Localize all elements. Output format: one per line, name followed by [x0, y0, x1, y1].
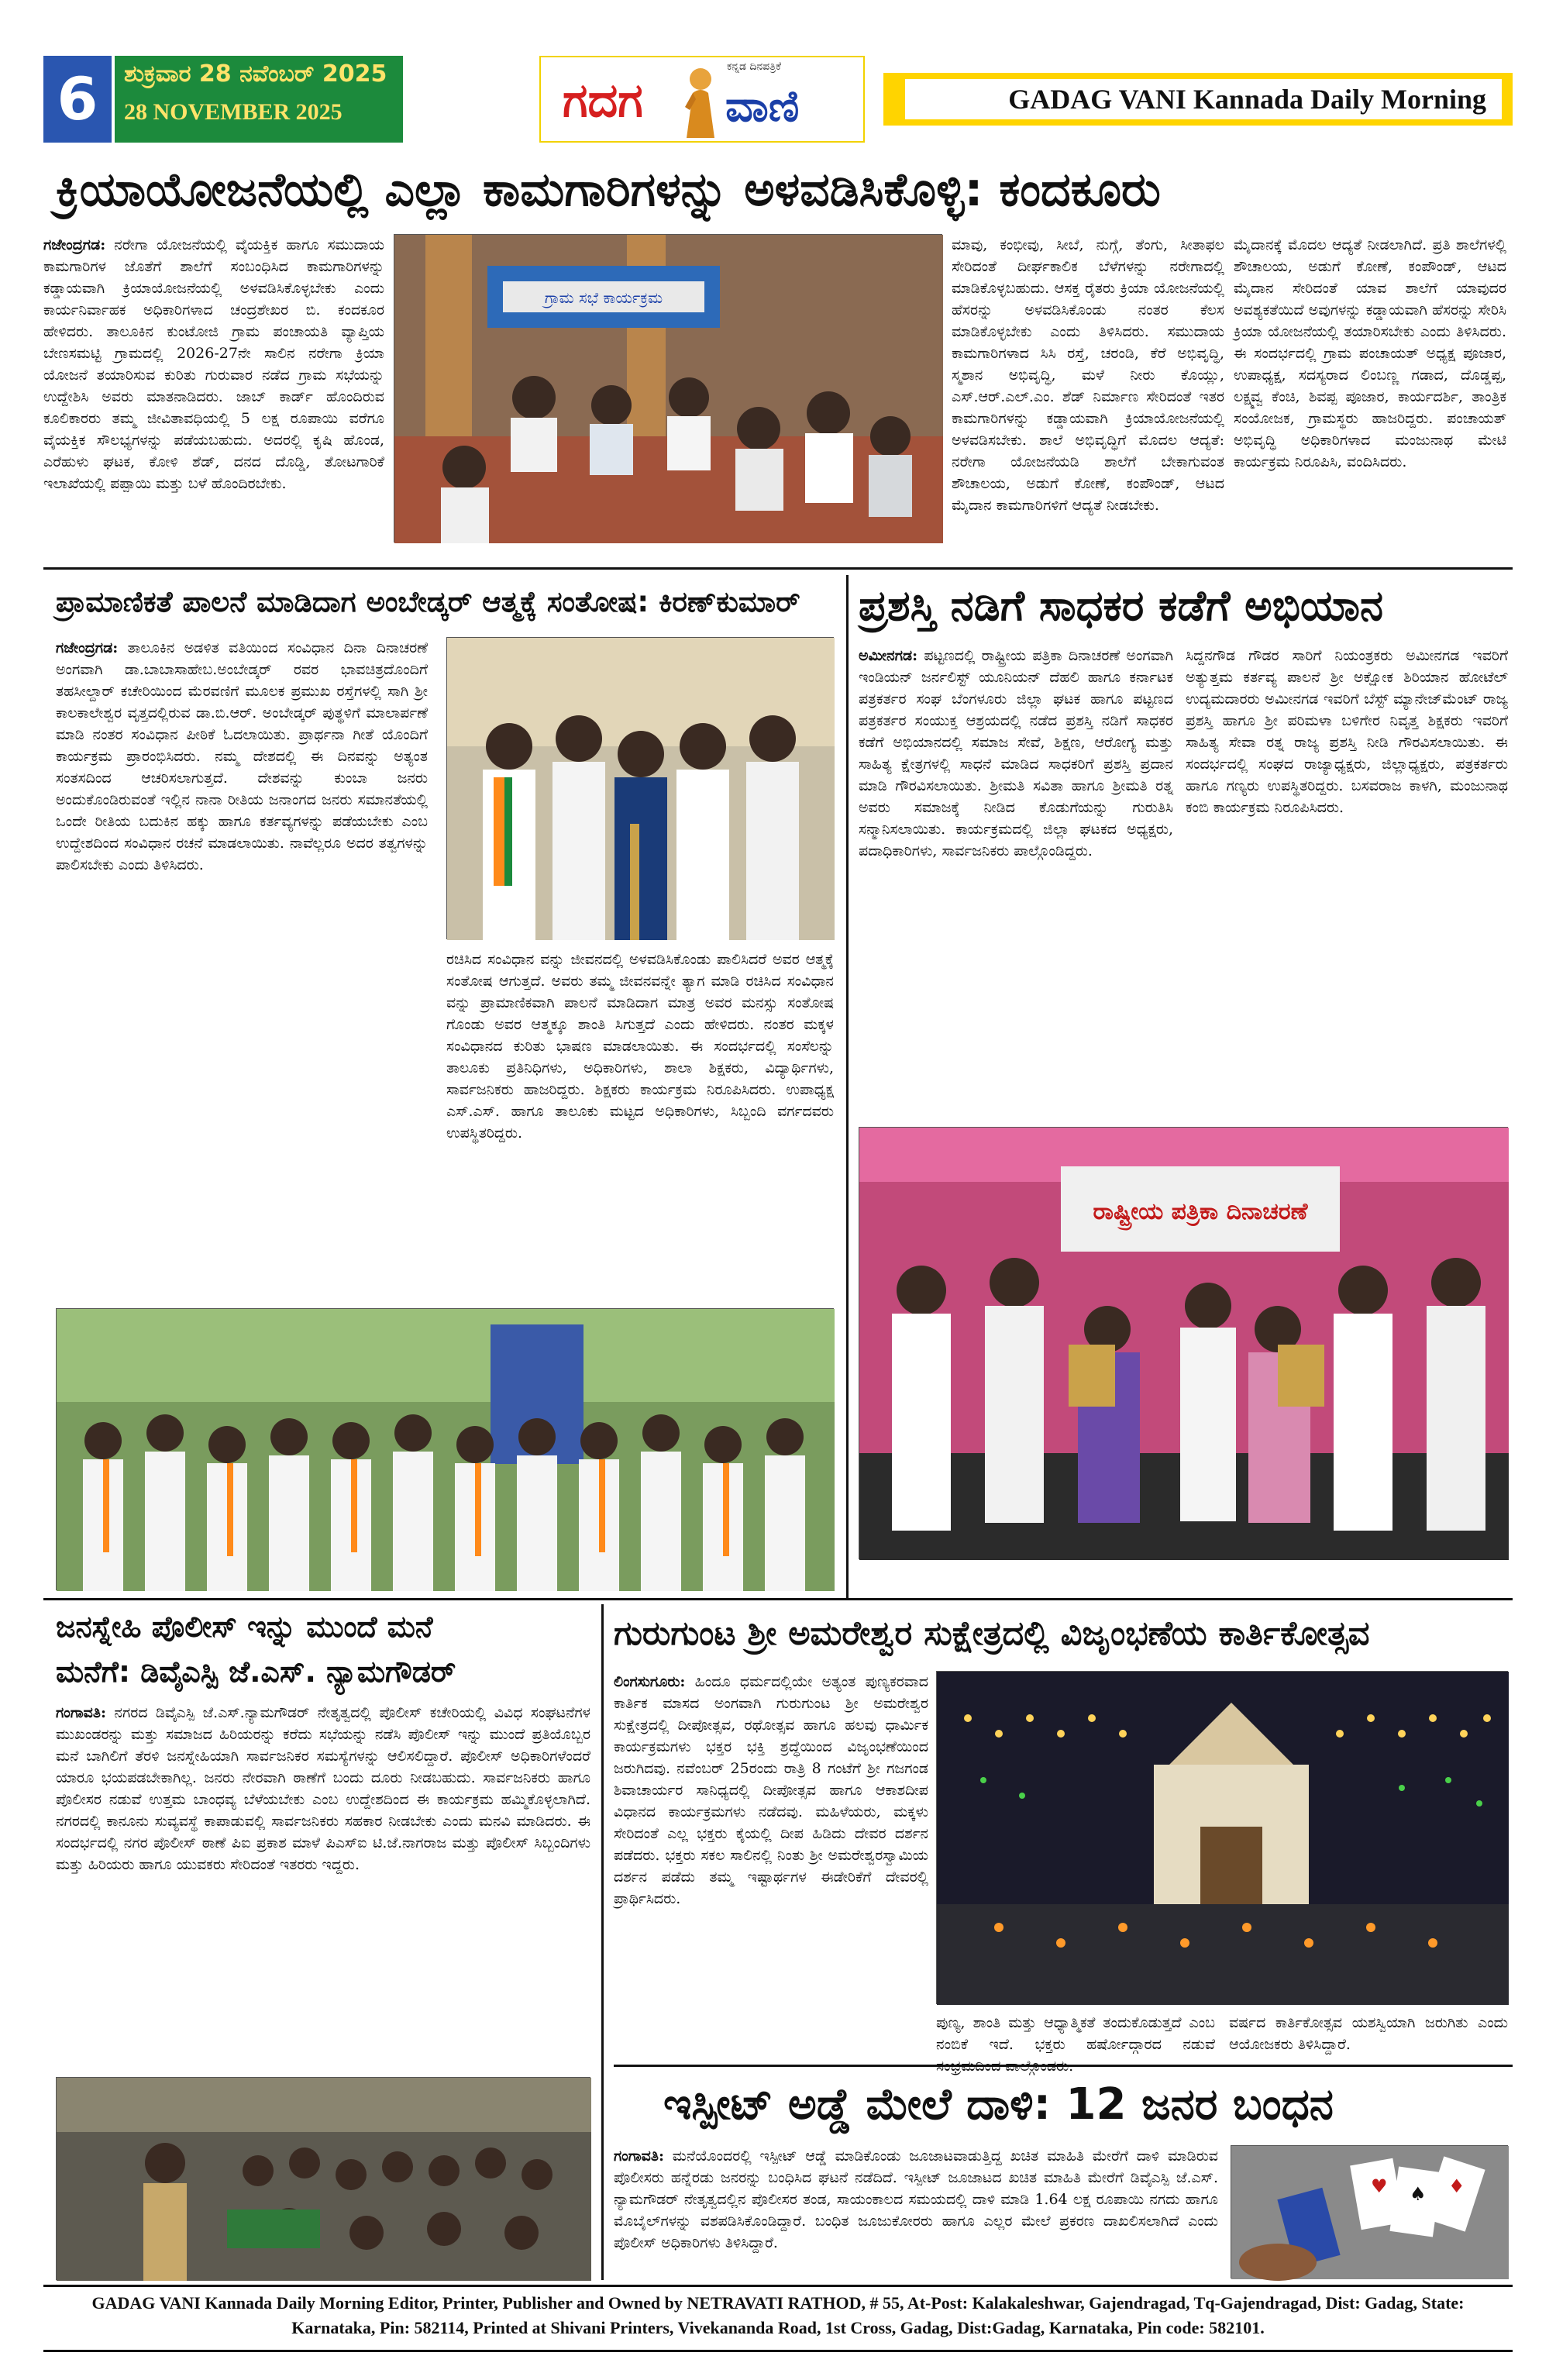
ambedkar-body-col2: ರಚಿಸಿದ ಸಂವಿಧಾನ ವನ್ನು ಜೀವನದಲ್ಲಿ ಅಳವಡಿಸಿಕೊಂಡು ಪಾಲಿಸಿದರೆ ಅವರ ಆತ್ಮಕ್ಕೆ ಸಂತೋಷ ಆಗುತ್ತದೆ. ಅವರು ತಮ್ಮ ಜೀವನವನ್ನೇ ತ್ಯಾಗ ಮಾಡಿ ರಚಿಸಿದ ಸಂವಿಧಾನ ವನ್ನು ಪ್ರಾಮಾಣಿಕವಾಗಿ ಪಾಲನೆ ಮಾಡಿದಾಗ ಮಾತ್ರ ಅವರ ಮನಸ್ಸು ಸಂತೋಷ ಗೊಂಡು ಅವರ ಆತ್ಮಕ್ಕೂ ಶಾಂತಿ ಸಿಗುತ್ತದೆ ಎಂದು ಹೇಳಿದರು. ನಂತರ ಮಕ್ಕಳ ಸಂವಿಧಾನದ ಕುರಿತು ಭಾಷಣ ಮಾಡಲಾಯಿತು. ಈ ಸಂದರ್ಭದಲ್ಲಿ ಸಂಸೆಲನ್ನು ತಾಲೂಕು ಪ್ರತಿನಿಧಿಗಳು, ಅಧಿಕಾರಿಗಳು, ಶಾಲಾ ಶಿಕ್ಷಕರು, ವಿದ್ಯಾರ್ಥಿಗಳು, ಸಾರ್ವಜನಿಕರು ಹಾಜರಿದ್ದರು. ಶಿಕ್ಷಕರು ಕಾರ್ಯಕ್ರಮ ನಿರೂಪಿಸಿದರು. ಉಪಾಧ್ಯಕ್ಷ ಎಸ್.ಎಸ್. ಹಾಗೂ ತಾಲೂಕು ಮಟ್ಟದ ಅಧಿಕಾರಿಗಳು, ಸಿಬ್ಬಂದಿ ವರ್ಗದವರು ಉಪಸ್ಥಿತರಿದ್ದರು.	[446, 951, 834, 1142]
meeting-photo-icon	[394, 235, 943, 543]
police-body: ನಗರದ ಡಿವೈಎಸ್ಪಿ ಜೆ.ಎಸ್.ನ್ಯಾಮಗೌಡರ್ ನೇತೃತ್ವದಲ್ಲಿ ಪೊಲೀಸ್ ಕಚೇರಿಯಲ್ಲಿ ವಿವಿಧ ಸಂಘಟನೆಗಳ ಮುಖಂಡರನ್ನು ಮತ್ತು ಸಮಾಜದ ಹಿರಿಯರನ್ನು ಕರೆದು ಸಭೆಯನ್ನು ನಡೆಸಿ ಪೊಲೀಸ್ ಇನ್ನು ಮುಂದೆ ಪ್ರತಿಯೊಬ್ಬರ ಮನೆ ಬಾಗಿಲಿಗೆ ತೆರಳಿ ಜನಸ್ನೇಹಿಯಾಗಿ ಸಾರ್ವಜನಿಕರ ಸಮಸ್ಯೆಗಳನ್ನು ಆಲಿಸಲಿದ್ದಾರೆ. ಪೊಲೀಸ್ ಅಧಿಕಾರಿಗಳೆಂದರೆ ಯಾರೂ ಭಯಪಡಬೇಕಾಗಿಲ್ಲ. ಜನರು ನೇರವಾಗಿ ಠಾಣೆಗೆ ಬಂದು ದೂರು ನೀಡಬಹುದು. ಸಾರ್ವಜನಿಕರು ಹಾಗೂ ಪೊಲೀಸರ ನಡುವೆ ಉತ್ತಮ ಬಾಂಧವ್ಯ ಬೆಳೆಯಬೇಕು ಎಂಬ ಉದ್ದೇಶದಿಂದ ಈ ಕಾರ್ಯಕ್ರಮ ಹಮ್ಮಿಕೊಳ್ಳಲಾಗಿದೆ. ನಗರದಲ್ಲಿ ಕಾನೂನು ಸುವ್ಯವಸ್ಥೆ ಕಾಪಾಡುವಲ್ಲಿ ಸಾರ್ವಜನಿಕರು ಸಹಕಾರ ನೀಡಬೇಕು ಎಂದು ಮನವಿ ಮಾಡಿದರು. ಈ ಸಂದರ್ಭದಲ್ಲಿ ನಗರ ಪೊಲೀಸ್ ಠಾಣೆ ಪಿಐ ಪ್ರಕಾಶ ಮಾಳೆ ಪಿಎಸ್ಐ ಟಿ.ಜೆ.ನಾಗರಾಜ ಮತ್ತು ಪೊಲೀಸ್ ಸಿಬ್ಬಂದಿಗಳು ಮತ್ತು ಹಿರಿಯರು ಹಾಗೂ ಯುವಕರು ಸೇರಿದಂತೆ ಇತರರು ಇದ್ದರು.	[56, 1704, 590, 1873]
date-box	[115, 56, 403, 143]
ambedkar-body-col1: ತಾಲೂಕಿನ ಅಡಳಿತ ವತಿಯಿಂದ ಸಂವಿಧಾನ ದಿನಾ ದಿನಾಚರಣೆ ಅಂಗವಾಗಿ ಡಾ.ಬಾಬಾಸಾಹೇಬ.ಅಂಬೇಡ್ಕರ್ ರವರ ಭಾವಚಿತ್ರದೊಂದಿಗೆ ತಹಸೀಲ್ದಾರ್ ಕಚೇರಿಯಿಂದ ಮೆರವಣಿಗೆ ಮೂಲಕ ಪ್ರಮುಖ ರಸ್ತೆಗಳಲ್ಲಿ ಸಾಗಿ ಶ್ರೀ ಕಾಲಕಾಲೇಶ್ವರ ವೃತ್ತದಲ್ಲಿರುವ ಡಾ.ಬಿ.ಆರ್. ಅಂಬೇಡ್ಕರ್ ಪುತ್ಥಳಿಗೆ ಮಾಲಾರ್ಪಣೆ ಮಾಡಿ ನಂತರ ಸಂವಿಧಾನ ಪೀಠಿಕೆ ಓದಲಾಯಿತು. ಪ್ರಾರ್ಥನಾ ಗೀತೆ ಯೊಂದಿಗೆ ಕಾರ್ಯಕ್ರಮ ಪ್ರಾರಂಭಿಸಿದರು. ನಮ್ಮ ದೇಶದಲ್ಲಿ ಈ ದಿನವನ್ನು ಅತ್ಯಂತ ಸಂತಸದಿಂದ ಆಚರಿಸಲಾಗುತ್ತದೆ. ದೇಶವನ್ನು ಕುಂಬಾ ಜನರು ಅಂದುಕೊಂಡಿರುವಂತೆ ಇಲ್ಲಿನ ನಾನಾ ರೀತಿಯ ಜನಾಂಗದ ಜನರು ಸಮಾನತೆಯಲ್ಲಿ ಒಂದೇ ರೀತಿಯ ಬದುಕಿನ ಹಕ್ಕು ಹಾಗೂ ಕರ್ತವ್ಯಗಳನ್ನು ಪಡೆಯಬೇಕು ಎಂಬ ಉದ್ದೇಶದಿಂದ ಸಂವಿಧಾನ ರಚನೆ ಮಾಡಲಾಯಿತು. ನಾವೆಲ್ಲರೂ ಅದರ ತತ್ವಗಳನ್ನು ಪಾಲಿಸಬೇಕು ಎಂದು ತಿಳಿಸಿದರು.	[56, 639, 428, 873]
police-headline-line1: ಜನಸ್ನೇಹಿ ಪೊಲೀಸ್ ಇನ್ನು ಮುಂದೆ ಮನೆ	[56, 1610, 433, 1644]
gurugunta-col1	[614, 1671, 928, 2058]
gurugunta-photo	[936, 1671, 1508, 2004]
gurugunta-body: ಹಿಂದೂ ಧರ್ಮದಲ್ಲಿಯೇ ಅತ್ಯಂತ ಪುಣ್ಯಕರವಾದ ಕಾರ್ತಿಕ ಮಾಸದ ಅಂಗವಾಗಿ ಗುರುಗುಂಟ ಶ್ರೀ ಅಮರೇಶ್ವರ ಸುಕ್ಷೇತ್ರದಲ್ಲಿ ದೀಪೋತ್ಸವ, ರಥೋತ್ಸವ ಹಾಗೂ ಹಲವು ಧಾರ್ಮಿಕ ಕಾರ್ಯಕ್ರಮಗಳು ಭಕ್ತರ ಭಕ್ತಿ ಶ್ರದ್ಧೆಯಿಂದ ವಿಜೃಂಭಣೆಯಿಂದ ಜರುಗಿದವು. ನವೆಂಬರ್ 25ರಂದು ರಾತ್ರಿ 8 ಗಂಟೆಗೆ ಶ್ರೀ ಗಜಗಂಡ ಶಿವಾಚಾರ್ಯರ ಸಾನಿಧ್ಯದಲ್ಲಿ ದೀಪೋತ್ಸವ ಹಾಗೂ ಆಕಾಶದೀಪ ವಿಧಾನದ ಕಾರ್ಯಕ್ರಮಗಳು ನಡೆದವು. ಮಹಿಳೆಯರು, ಮಕ್ಕಳು ಸೇರಿದಂತೆ ಎಲ್ಲ ಭಕ್ತರು ಕೈಯಲ್ಲಿ ದೀಪ ಹಿಡಿದು ದೇವರ ದರ್ಶನ ಪಡೆದರು. ಭಕ್ತರು ಸಕಲ ಸಾಲಿನಲ್ಲಿ ನಿಂತು ಶ್ರೀ ಅಮರೇಶ್ವರಸ್ವಾಮಿಯ ದರ್ಶನ ಪಡೆದು ತಮ್ಮ ಇಷ್ಟಾರ್ಥಗಳ ಈಡೇರಿಕೆಗೆ ದೇವರಲ್ಲಿ ಪ್ರಾರ್ಥಿಸಿದರು.	[614, 1673, 928, 1907]
ambedkar-photo-top	[446, 637, 834, 939]
top-article-col1	[43, 234, 384, 620]
ambedkar-photo-bottom	[56, 1308, 834, 1590]
paper-name: GADAG VANI Kannada Daily Morning	[905, 79, 1502, 119]
footer-rule-bottom	[43, 2350, 1513, 2352]
divider-ispeet	[614, 2065, 1513, 2067]
top-dateline: ಗಜೇಂದ್ರಗಡ:	[43, 236, 106, 253]
imprint-line1: GADAG VANI Kannada Daily Morning Editor, Printer, Publisher and Owned by NETRAVATI RATHOD, # 55, At-Post: Kalakaleshwar, Gajendragad, Tq-Gajendragad, Dist: Gadag, State:	[91, 2293, 1465, 2313]
ispeet-headline: ಇಸ್ಪೀಟ್ ಅಡ್ಡೆ ಮೇಲೆ ದಾಳಿ: 12 ಜನರ ಬಂಧನ	[663, 2079, 1334, 2130]
brand-bar	[883, 73, 1513, 126]
masthead	[43, 56, 1513, 143]
logo-text-left: ಗದಗ	[563, 74, 643, 128]
ispeet-dateline: ಗಂಗಾವತಿ:	[614, 2148, 664, 2165]
footer-rule	[43, 2285, 1513, 2287]
newspaper-logo	[539, 56, 865, 143]
svg-text:♠: ♠	[1410, 2183, 1427, 2205]
temple-festival-photo-icon	[937, 1672, 1509, 2005]
top-headline: ಕ್ರಿಯಾಯೋಜನೆಯಲ್ಲಿ ಎಲ್ಲಾ ಕಾಮಗಾರಿಗಳನ್ನು ಅಳವಡಿಸಿಕೊಳ್ಳಿ: ಕಂದಕೂರು	[56, 163, 1161, 217]
divider-bottom-vertical	[601, 1604, 604, 2280]
divider-bottom-section	[43, 1598, 1513, 1600]
newspaper-page	[43, 46, 1513, 2340]
prashasti-body-col2: ಸಿದ್ದನಗೌಡ ಗೌಡರ ಸಾರಿಗೆ ನಿಯಂತ್ರಕರು ಅಮೀನಗಡ ಇವರಿಗೆ ಅತ್ಯುತ್ತಮ ಕರ್ತವ್ಯ ಪಾಲನೆ ಶ್ರೀ ಅಕ್ಷೋಕ ಶಿರಿಯಾನ ಹೋಟೆಲ್ ಉದ್ಯಮದಾರರು ಅಮೀನಗಡ ಇವರಿಗೆ ಬೆಸ್ಟ್ ಮ್ಯಾನೇಜ್‌ಮೆಂಟ್ ರಾಜ್ಯ ಪ್ರಶಸ್ತಿ ಹಾಗೂ ಶ್ರೀ ಪರಿಮಳಾ ಬಳಿಗೇರ ನಿವೃತ್ತ ಶಿಕ್ಷಕರು ಇವರಿಗೆ ಸಾಹಿತ್ಯ ಸೇವಾ ರತ್ನ ರಾಜ್ಯ ಪ್ರಶಸ್ತಿ ನೀಡಿ ಗೌರವಿಸಲಾಯಿತು. ಈ ಸಂದರ್ಭದಲ್ಲಿ ಸಂಘದ ರಾಜ್ಯಾಧ್ಯಕ್ಷರು, ಜಿಲ್ಲಾಧ್ಯಕ್ಷರು, ಪತ್ರಕರ್ತರು ಹಾಗೂ ಗಣ್ಯರು ಉಪಸ್ಥಿತರಿದ್ದರು. ಬಸವರಾಜ ಕಾಳಗಿ, ಮಂಜುನಾಥ ಕಂಬಿ ಕಾರ್ಯಕ್ರಮ ನಿರೂಪಿಸಿದರು.	[1186, 647, 1508, 816]
award-ceremony-photo-icon	[859, 1128, 1509, 1560]
prashasti-photo	[859, 1127, 1508, 1559]
prashasti-banner-text: ರಾಷ್ಟ್ರೀಯ ಪತ್ರಿಕಾ ದಿನಾಚರಣೆ	[1093, 1198, 1308, 1225]
top-photo	[394, 234, 942, 542]
police-article	[56, 1702, 590, 2071]
top-article-col2	[952, 234, 1224, 620]
gurugunta-headline: ಗುರುಗುಂಟ ಶ್ರೀ ಅಮರೇಶ್ವರ ಸುಕ್ಷೇತ್ರದಲ್ಲಿ ವಿಜೃಂಭಣೆಯ ಕಾರ್ತಿಕೋತ್ಸವ	[614, 1614, 1370, 1653]
logo-emblem-icon	[679, 62, 722, 139]
date-english: 28 NOVEMBER 2025	[124, 99, 343, 125]
ambedkar-dateline: ಗಜೇಂದ್ರಗಡ:	[56, 639, 119, 656]
ispeet-photo	[1231, 2145, 1508, 2278]
gurugunta-caption-right: ವರ್ಷದ ಕಾರ್ತಿಕೋತ್ಸವ ಯಶಸ್ವಿಯಾಗಿ ಜರುಗಿತು ಎಂದು ಆಯೋಜಕರು ತಿಳಿಸಿದ್ದಾರೆ.	[1229, 2014, 1508, 2053]
svg-text:♥: ♥	[1371, 2175, 1388, 2197]
divider-top	[43, 567, 1513, 570]
top-body-col2: ಮಾವು, ಕಂಭೀವು, ಸೀಬೆ, ನುಗ್ಗೆ, ತೆಂಗು, ಸೀತಾಫಲ ಸೇರಿದಂತೆ ದೀರ್ಘಕಾಲಿಕ ಬೆಳೆಗಳನ್ನು ನರೇಗಾದಲ್ಲಿ ಮಾಡಿಕೊಳ್ಳಬಹುದು. ಆಸಕ್ತ ರೈತರು ಕ್ರಿಯಾ ಯೋಜನೆಯಲ್ಲಿ ಹೆಸರನ್ನು ಅಳವಡಿಸಿಕೊಂಡು ನಂತರ ಕೆಲಸ ಮಾಡಿಕೊಳ್ಳಬೇಕು ಎಂದು ತಿಳಿಸಿದರು. ಸಮುದಾಯ ಕಾಮಗಾರಿಗಳಾದ ಸಿಸಿ ರಸ್ತೆ, ಚರಂಡಿ, ಕೆರೆ ಅಭಿವೃದ್ಧಿ, ಸ್ಮಶಾನ ಅಭಿವೃದ್ಧಿ, ಮಳೆ ನೀರು ಕೊಯ್ಲು, ಎಸ್.ಆರ್.ಎಲ್.ಎಂ. ಶೆಡ್ ನಿರ್ಮಾಣ ಸೇರಿದಂತೆ ಇತರ ಕಾಮಗಾರಿಗಳನ್ನು ಕಡ್ಡಾಯವಾಗಿ ಕ್ರಿಯಾಯೋಜನೆಯಲ್ಲಿ ಅಳವಡಿಸಬೇಕು. ಶಾಲೆ ಅಭಿವೃದ್ಧಿಗೆ ಮೊದಲ ಆದ್ಯತೆ: ನರೇಗಾ ಯೋಜನೆಯಡಿ ಶಾಲೆಗೆ ಬೇಕಾಗುವಂತ ಶೌಚಾಲಯ, ಅಡುಗೆ ಕೋಣೆ, ಕಂಪೌಂಡ್, ಆಟದ ಮೈದಾನ ಕಾಮಗಾರಿಗಳಿಗೆ ಆದ್ಯತೆ ನೀಡಬೇಕು.	[952, 236, 1224, 514]
imprint-line2: Karnataka, Pin: 582114, Printed at Shivani Printers, Vivekananda Road, 1st Cross, Gadag, Dist:Gadag, Karnataka, Pin code: 582101.	[291, 2318, 1265, 2337]
svg-text:♦: ♦	[1448, 2175, 1465, 2197]
ambedkar-headline: ಪ್ರಾಮಾಣಿಕತೆ ಪಾಲನೆ ಮಾಡಿದಾಗ ಅಂಬೇಡ್ಕರ್ ಆತ್ಮಕ್ಕೆ ಸಂತೋಷ: ಕಿರಣ್‌ಕುಮಾರ್	[56, 585, 800, 618]
gurugunta-caption-left: ಪುಣ್ಯ, ಶಾಂತಿ ಮತ್ತು ಆಧ್ಯಾತ್ಮಿಕತೆ ತಂದುಕೊಡುತ್ತದೆ ಎಂಬ ನಂಬಿಕೆ ಇದೆ. ಭಕ್ತರು ಹರ್ಷೋದ್ಗಾರದ ನಡುವೆ	[936, 2014, 1215, 2053]
police-photo	[56, 2077, 590, 2280]
prashasti-col1	[859, 645, 1173, 1118]
ambedkar-col2	[446, 949, 834, 1300]
page-number: 6	[43, 56, 112, 143]
ambedkar-col1	[56, 637, 428, 1300]
logo-text-right: ವಾಣಿ	[725, 81, 800, 132]
date-kannada: ಶುಕ್ರವಾರ 28 ನವೆಂಬರ್ 2025	[124, 60, 387, 88]
procession-photo-icon	[57, 1309, 835, 1591]
gurugunta-dateline: ಲಿಂಗಸುಗೂರು:	[614, 1673, 686, 1690]
prashasti-headline: ಪ್ರಶಸ್ತಿ ನಡಿಗೆ ಸಾಧಕರ ಕಡೆಗೆ ಅಭಿಯಾನ	[859, 581, 1383, 630]
ispeet-body: ಮನೆಯೊಂದರಲ್ಲಿ ಇಸ್ಪೀಟ್ ಆಡ್ಡೆ ಮಾಡಿಕೊಂಡು ಜೂಜಾಟವಾಡುತ್ತಿದ್ದ ಖಚಿತ ಮಾಹಿತಿ ಮೇರೆಗೆ ದಾಳಿ ಮಾಡಿರುವ ಪೊಲೀಸರು ಹನ್ನೆರಡು ಜನರನ್ನು ಬಂಧಿಸಿದ ಘಟನೆ ನಡೆದಿದೆ. ಇಸ್ಪೀಟ್ ಜೂಜಾಟದ ಖಚಿತ ಮಾಹಿತಿ ಮೇರೆಗೆ ಡಿವೈಎಸ್ಪಿ ಜೆ.ಎಸ್. ನ್ಯಾಮಗೌಡರ್ ನೇತೃತ್ವದಲ್ಲಿನ ಪೊಲೀಸರ ತಂಡ, ಸಾಯಂಕಾಲದ ಸಮಯದಲ್ಲಿ ದಾಳಿ ಮಾಡಿ 1.64 ಲಕ್ಷ ರೂಪಾಯಿ ನಗದು ಹಾಗೂ ಮೊಬೈಲ್‌ಗಳನ್ನು ವಶಪಡಿಸಿಕೊಂಡಿದ್ದಾರೆ. ಬಂಧಿತ ಜೂಜುಕೋರರು ಹಾಗೂ ಎಲ್ಲರ ಮೇಲೆ ಪ್ರಕರಣ ದಾಖಲಿಸಲಾಗಿದೆ ಎಂದು ಪೊಲೀಸ್ ಅಧಿಕಾರಿಗಳು ತಿಳಿಸಿದ್ದಾರೆ.	[614, 2148, 1218, 2251]
imprint-footer	[43, 2291, 1513, 2347]
divider-middle-vertical	[846, 575, 849, 1598]
police-meeting-photo-icon	[57, 2078, 591, 2281]
lamp-lighting-photo-icon	[447, 638, 835, 940]
police-headline-line2: ಮನೆಗೆ: ಡಿವೈಎಸ್ಪಿ ಜೆ.ಎಸ್. ನ್ಯಾಮಗೌಡರ್	[56, 1655, 456, 1689]
top-banner-text: ಗ್ರಾಮ ಸಭೆ ಕಾರ್ಯಕ್ರಮ	[544, 288, 663, 307]
top-body-col3: ಮೈದಾನಕ್ಕೆ ಮೊದಲ ಆದ್ಯತೆ ನೀಡಲಾಗಿದೆ. ಪ್ರತಿ ಶಾಲೆಗಳಲ್ಲಿ ಶೌಚಾಲಯ, ಅಡುಗೆ ಕೋಣೆ, ಕಂಪೌಂಡ್, ಆಟದ ಮೈದಾನ ಸೇರಿದಂತೆ ಯಾವ ಶಾಲೆಗೆ ಯಾವುದರ ಅವಶ್ಯಕತೆಯಿದೆ ಅವುಗಳನ್ನು ಕಡ್ಡಾಯವಾಗಿ ಹೆಸರನ್ನು ಸೇರಿಸಿ ಕ್ರಿಯಾ ಯೋಜನೆಯಲ್ಲಿ ತಯಾರಿಸಬೇಕು ಎಂದು ತಿಳಿಸಿದರು. ಈ ಸಂದರ್ಭದಲ್ಲಿ ಗ್ರಾಮ ಪಂಚಾಯತ್ ಅಧ್ಯಕ್ಷ ಪೂಜಾರ, ಉಪಾಧ್ಯಕ್ಷ, ಸದಸ್ಯರಾದ ಲಿಂಬಣ್ಣ ಗಡಾದ, ದೊಡ್ಡಪ್ಪ, ಲಕ್ಷ್ಮವ್ವ ಕೆಂಚಿ, ಶಿವಪ್ಪ ಪೂಜಾರ, ಕಾರ್ಯದರ್ಶಿ, ತಾಂತ್ರಿಕ ಸಂಯೋಜಕ, ಗ್ರಾಮಸ್ಥರು ಹಾಜರಿದ್ದರು. ಪಂಚಾಯತ್ ಅಭಿವೃದ್ಧಿ ಅಧಿಕಾರಿಗಳಾದ ಮಂಜುನಾಥ ಮೇಟಿ ಕಾರ್ಯಕ್ರಮ ನಿರೂಪಿಸಿ, ವಂದಿಸಿದರು.	[1234, 236, 1506, 470]
top-body-col1: ನರೇಗಾ ಯೋಜನೆಯಲ್ಲಿ ವೈಯಕ್ತಿಕ ಹಾಗೂ ಸಮುದಾಯ ಕಾಮಗಾರಿಗಳ ಜೊತೆಗೆ ಶಾಲೆಗೆ ಸಂಬಂಧಿಸಿದ ಕಾಮಗಾರಿಗಳನ್ನು ಕಡ್ಡಾಯವಾಗಿ ಕ್ರಿಯಾಯೋಜನೆಯಲ್ಲಿ ಅಳವಡಿಸಿಕೊಳ್ಳಬೇಕು ಎಂದು ಕಾರ್ಯನಿರ್ವಾಹಕ ಅಧಿಕಾರಿಗಳಾದ ಚಂದ್ರಶೇಖರ ಬಿ. ಕಂದಕೂರ ಹೇಳಿದರು. ತಾಲೂಕಿನ ಕುಂಟೋಜಿ ಗ್ರಾಮ ಪಂಚಾಯತಿ ವ್ಯಾಪ್ತಿಯ ಬೇಣಸಮಟ್ಟಿ ಗ್ರಾಮದಲ್ಲಿ 2026-27ನೇ ಸಾಲಿನ ನರೇಗಾ ಕ್ರಿಯಾ ಯೋಜನೆ ತಯಾರಿಸುವ ಕುರಿತು ಗುರುವಾರ ನಡೆದ ಗ್ರಾಮ ಸಭೆಯನ್ನು ಉದ್ದೇಶಿಸಿ ಅವರು ಮಾತನಾಡಿದರು. ಜಾಬ್ ಕಾರ್ಡ್ ಹೊಂದಿರುವ ಕೂಲಿಕಾರರು ತಮ್ಮ ಜೀವಿತಾವಧಿಯಲ್ಲಿ 5 ಲಕ್ಷ ರೂಪಾಯಿ ವರೆಗೂ ವೈಯಕ್ತಿಕ ಸೌಲಭ್ಯಗಳನ್ನು ಪಡೆಯಬಹುದು. ಅದರಲ್ಲಿ ಕೃಷಿ ಹೊಂಡ, ಎರೆಹುಳು ಘಟಕ, ಕೋಳಿ ಶೆಡ್, ದನದ ದೊಡ್ಡಿ, ತೋಟಗಾರಿಕೆ ಇಲಾಖೆಯಲ್ಲಿ ಪಪ್ಪಾಯಿ ಮತ್ತು ಬಳೆ ಹೊಂದಿರಬೇಕು.	[43, 236, 384, 492]
prashasti-col2	[1186, 645, 1508, 1118]
police-dateline: ಗಂಗಾವತಿ:	[56, 1704, 106, 1721]
ispeet-article	[614, 2145, 1218, 2278]
prashasti-dateline: ಅಮೀನಗಡ:	[859, 647, 918, 664]
top-article-col3	[1234, 234, 1506, 620]
playing-cards-photo-icon	[1231, 2146, 1509, 2279]
logo-tagline: ಕನ್ನಡ ದಿನಪತ್ರಿಕೆ	[727, 60, 782, 73]
prashasti-body-col1: ಪಟ್ಟಣದಲ್ಲಿ ರಾಷ್ಟ್ರೀಯ ಪತ್ರಿಕಾ ದಿನಾಚರಣೆ ಅಂಗವಾಗಿ ಇಂಡಿಯನ್ ಜರ್ನಲಿಸ್ಟ್ ಯೂನಿಯನ್ ದೆಹಲಿ ಹಾಗೂ ಕರ್ನಾಟಕ ಪತ್ರಕರ್ತರ ಸಂಘ ಬೆಂಗಳೂರು ಜಿಲ್ಲಾ ಘಟಕ ಹಾಗೂ ಪಟ್ಟಣದ ಪತ್ರಕರ್ತರ ಸಂಯುಕ್ತ ಆಶ್ರಯದಲ್ಲಿ ನಡೆದ ಪ್ರಶಸ್ತಿ ನಡಿಗೆ ಸಾಧಕರ ಕಡೆಗೆ ಅಭಿಯಾನದಲ್ಲಿ ಸಮಾಜ ಸೇವೆ, ಶಿಕ್ಷಣ, ಆರೋಗ್ಯ ಮತ್ತು ಸಾಹಿತ್ಯ ಕ್ಷೇತ್ರಗಳಲ್ಲಿ ಸಾಧನೆ ಮಾಡಿದ ಸಾಧಕರಿಗೆ ಪ್ರಶಸ್ತಿ ಪ್ರದಾನ ಮಾಡಿ ಗೌರವಿಸಲಾಯಿತು. ಶ್ರೀಮತಿ ಸವಿತಾ ಹಾಗೂ ಶ್ರೀಮತಿ ರತ್ನ ಅವರು ಸಮಾಜಕ್ಕೆ ನೀಡಿದ ಕೊಡುಗೆಯನ್ನು ಗುರುತಿಸಿ ಸನ್ಮಾನಿಸಲಾಯಿತು. ಕಾರ್ಯಕ್ರಮದಲ್ಲಿ ಜಿಲ್ಲಾ ಘಟಕದ ಅಧ್ಯಕ್ಷರು, ಪದಾಧಿಕಾರಿಗಳು, ಸಾರ್ವಜನಿಕರು ಪಾಲ್ಗೊಂಡಿದ್ದರು.	[859, 647, 1173, 859]
